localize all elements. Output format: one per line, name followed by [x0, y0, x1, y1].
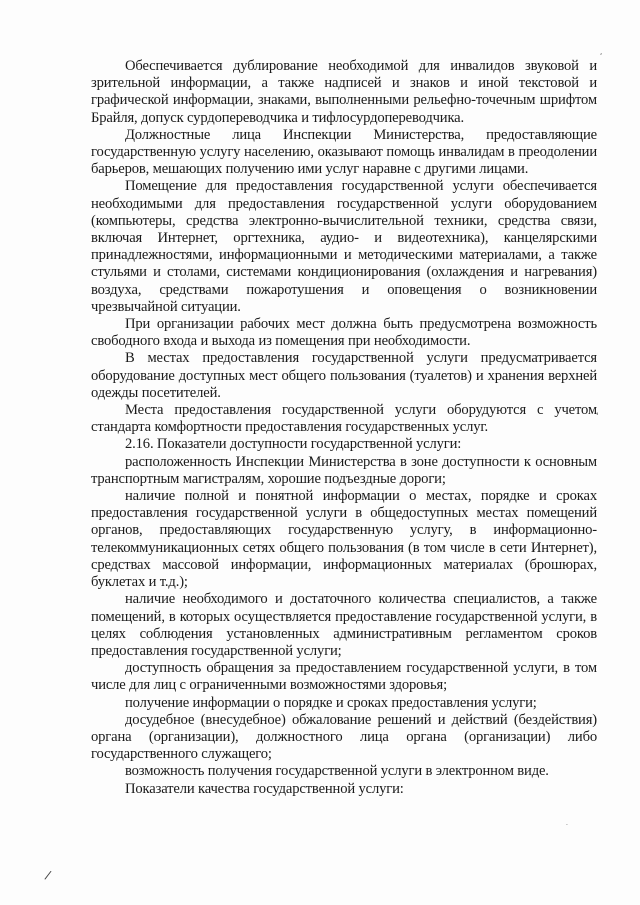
paragraph-quality-heading: Показатели качества государственной услуги:: [125, 780, 404, 797]
paragraph-electronic-form: возможность получения государственной услуги в электронном виде.: [125, 763, 549, 780]
paragraph-public-facilities: В местах предоставления государственной услуги предусматривается оборудование доступных мест общего пользования (туалетов) и хранения верхней одежды посетителей.: [91, 350, 597, 401]
paragraph-premises-equipment: Помещение для предоставления государственной услуги обеспечивается необходимыми для предоставления государственной услуги оборудованием (компьютеры, средства электронно-вычислительной техники, средства связи, включая Интернет, оргтехника, аудио- и видеотехника), канцелярскими принадлежностями, информационными и методическими материалами, а также стульями и столами, системами кондиционирования (охлаждения и нагревания) воздуха, средствами пожаротушения и оповещения о возникновении чрезвычайной ситуации.: [91, 178, 597, 315]
scan-mark-bottom: /: [43, 867, 53, 883]
document-body: [91, 58, 597, 798]
paragraph-information-availability: наличие полной и понятной информации о местах, порядке и сроках предоставления государственной услуги в общедоступных местах помещений органов, предоставляющих государственную услугу, в информационно-телекоммуникационных сетях общего пользования (в том числе в сети Интернет), средствах массовой информации, информационных материалах (брошюрах, буклетах и т.д.);: [91, 488, 597, 591]
paragraph-officials-assistance: Должностные лица Инспекции Министерства, предоставляющие государственную услугу населению, оказывают помощь инвалидам в преодолении барьеров, мешающих получению ими услуг наравне с другими лицами.: [91, 126, 597, 178]
paragraph-section-2-16-heading: 2.16. Показатели доступности государственной услуги:: [125, 436, 462, 453]
paragraph-accessibility: доступность обращения за предоставлением государственной услуги, в том числе для лиц с ограниченными возможностями здоровья;: [91, 660, 597, 694]
paragraph-workplaces: При организации рабочих мест должна быть предусмотрена возможность свободного входа и выхода из помещения при необходимости.: [91, 316, 597, 350]
paragraph-duplication: Обеспечивается дублирование необходимой для инвалидов звуковой и зрительной информации, а также надписей и знаков и иной текстовой и графической информации, знаками, выполненными рельефно-точечным шрифтом Брайля, допуск сурдопереводчика и тифлосурдопереводчика.: [91, 58, 597, 126]
scan-mark-top: ,: [600, 48, 603, 56]
scan-mark-mid: ': [596, 412, 599, 422]
paragraph-appeal: досудебное (внесудебное) обжалование решений и действий (бездействия) органа (организации), должностного лица органа (организации) либо государственного служащего;: [91, 711, 597, 763]
scan-mark-low: .: [566, 820, 568, 827]
paragraph-info-on-order: получение информации о порядке и сроках предоставления услуги;: [125, 694, 537, 711]
paragraph-specialists: наличие необходимого и достаточного количества специалистов, а также помещений, в которых осуществляется предоставление государственной услуги, в целях соблюдения установленных административным регламентом сроков предоставления государственной услуги;: [91, 591, 597, 659]
paragraph-location: расположенность Инспекции Министерства в зоне доступности к основным транспортным магистралям, хорошие подъездные дороги;: [91, 453, 597, 487]
paragraph-comfort-standard: Места предоставления государственной услуги оборудуются с учетом стандарта комфортности предоставления государственных услуг.: [91, 402, 597, 436]
